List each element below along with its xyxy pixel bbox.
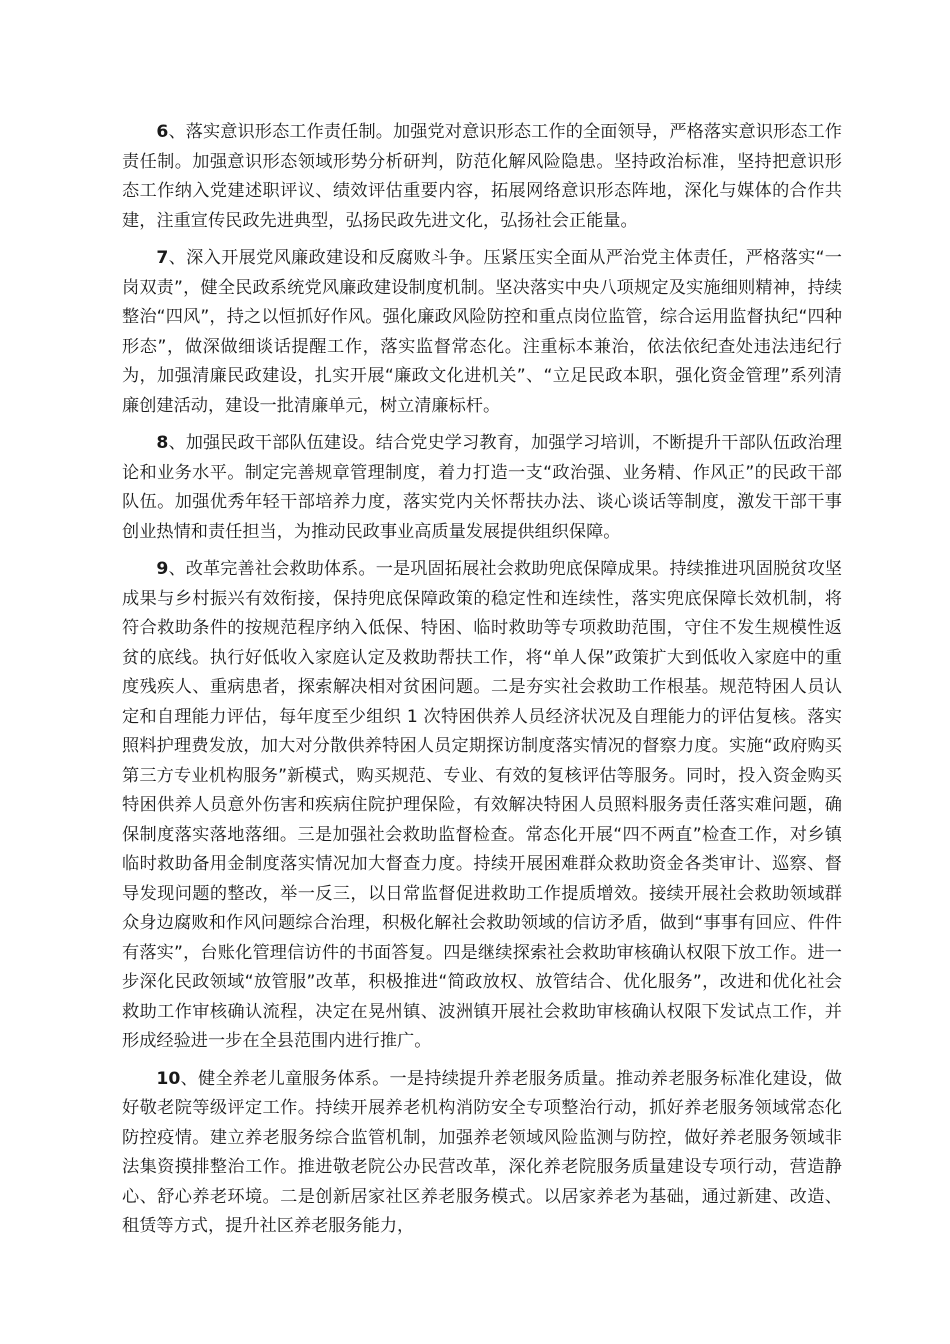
paragraph-number: 10	[156, 1068, 181, 1089]
paragraph-number: 8	[156, 433, 169, 453]
paragraph-text: 、加强民政干部队伍建设。结合党史学习教育，加强学习培训，不断提升干部队伍政治理论和业务水平。制定完善规章管理制度，着力打造一支“政治强、业务精、作风正”的民政干部队伍。加强优秀年轻干部培养力度，落实党内关怀帮扶办法、谈心谈话等制度，激发干部干事创业热情和责任担当，为推动民政事业高质量发展提供组织保障。	[122, 433, 842, 542]
paragraph-8	[122, 429, 842, 547]
paragraph-7	[122, 244, 842, 421]
paragraph-text: 、健全养老儿童服务体系。一是持续提升养老服务质量。推动养老服务标准化建设，做好敬老院等级评定工作。持续开展养老机构消防安全专项整治行动，抓好养老服务领域常态化防控疫情。建立养老服务综合监管机制，加强养老领域风险监测与防控，做好养老服务领域非法集资摸排整治工作。推进敬老院公办民营改革，深化养老院服务质量建设专项行动，营造静心、舒心养老环境。二是创新居家社区养老服务模式。以居家养老为基础，通过新建、改造、租赁等方式，提升社区养老服务能力，	[122, 1068, 842, 1236]
document-page	[122, 118, 842, 1250]
paragraph-number: 6	[156, 122, 169, 142]
paragraph-text: 、落实意识形态工作责任制。加强党对意识形态工作的全面领导，严格落实意识形态工作责任制。加强意识形态领域形势分析研判，防范化解风险隐患。坚持政治标准，坚持把意识形态工作纳入党建述职评议、绩效评估重要内容，拓展网络意识形态阵地，深化与媒体的合作共建，注重宣传民政先进典型，弘扬民政先进文化，弘扬社会正能量。	[122, 122, 842, 231]
paragraph-text: 、改革完善社会救助体系。一是巩固拓展社会救助兜底保障成果。持续推进巩固脱贫攻坚成果与乡村振兴有效衔接，保持兜底保障政策的稳定性和连续性，落实兜底保障长效机制，将符合救助条件的按规范程序纳入低保、特困、临时救助等专项救助范围，守住不发生规模性返贫的底线。执行好低收入家庭认定及救助帮扶工作，将“单人保”政策扩大到低收入家庭中的重度残疾人、重病患者，探索解决相对贫困问题。二是夯实社会救助工作根基。规范特困人员认定和自理能力评估，每年度至少组织 1 次特困供养人员经济状况及自理能力的评估复核。落实照料护理费发放，加大对分散供养特困人员定期探访制度落实情况的督察力度。实施“政府购买第三方专业机构服务”新模式，购买规范、专业、有效的复核评估等服务。同时，投入资金购买特困供养人员意外伤害和疾病住院护理保险，有效解决特困人员照料服务责任落实难问题，确保制度落实落地落细。三是加强社会救助监督检查。常态化开展“四不两直”检查工作，对乡镇临时救助备用金制度落实情况加大督查力度。持续开展困难群众救助资金各类审计、巡察、督导发现问题的整改，举一反三，以日常监督促进救助工作提质增效。接续开展社会救助领域群众身边腐败和作风问题综合治理，积极化解社会救助领域的信访矛盾，做到“事事有回应、件件有落实”，台账化管理信访件的书面答复。四是继续探索社会救助审核确认权限下放工作。进一步深化民政领域“放管服”改革，积极推进“简政放权、放管结合、优化服务”，改进和优化社会救助工作审核确认流程，决定在晃州镇、波洲镇开展社会救助审核确认权限下发试点工作，并形成经验进一步在全县范围内进行推广。	[122, 559, 842, 1051]
paragraph-9	[122, 555, 842, 1057]
paragraph-number: 7	[156, 248, 169, 268]
paragraph-10	[122, 1065, 842, 1242]
paragraph-text: 、深入开展党风廉政建设和反腐败斗争。压紧压实全面从严治党主体责任，严格落实“一岗双责”，健全民政系统党风廉政建设制度机制。坚决落实中央八项规定及实施细则精神，持续整治“四风”，持之以恒抓好作风。强化廉政风险防控和重点岗位监管，综合运用监督执纪“四种形态”，做深做细谈话提醒工作，落实监督常态化。注重标本兼治，依法依纪查处违法违纪行为，加强清廉民政建设，扎实开展“廉政文化进机关”、“立足民政本职，强化资金管理”系列清廉创建活动，建设一批清廉单元，树立清廉标杆。	[122, 248, 842, 416]
paragraph-6	[122, 118, 842, 236]
paragraph-number: 9	[156, 559, 169, 579]
